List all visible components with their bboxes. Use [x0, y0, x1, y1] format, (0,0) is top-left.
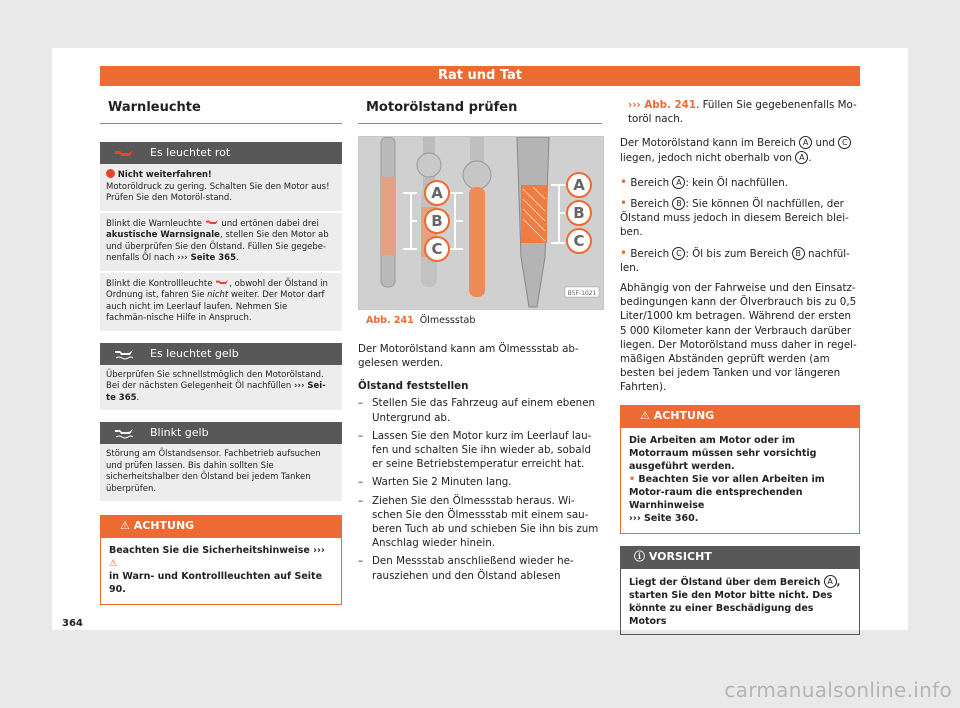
warning-triangle-icon: ⚠	[120, 519, 130, 532]
yellow-lamp-heading: Es leuchtet gelb	[100, 343, 342, 365]
dipstick-figure	[358, 136, 604, 310]
figure-241-link[interactable]: ››› Abb. 241	[628, 99, 697, 111]
bullet-item: • Bereich B : Sie können Öl nachfüllen, der Ölstand muss jedoch in diesem Bereich blei-ben.	[620, 196, 849, 239]
figure-label-b: B	[573, 204, 585, 222]
oil-level-icon	[114, 348, 134, 360]
step-item: – Warten Sie 2 Minuten lang.	[358, 475, 602, 489]
page-365-link[interactable]: ››› Seite 365	[177, 253, 236, 263]
subheading: Ölstand feststellen	[358, 380, 469, 393]
bullet-item: • Bereich A : kein Öl nachfüllen.	[620, 174, 789, 189]
step-list	[358, 396, 602, 582]
figure-label-c: C	[431, 240, 443, 258]
figure-label-a: A	[573, 176, 585, 194]
bullet-item: • Bereich C : Öl bis zum Bereich B nachfül-len.	[620, 245, 850, 274]
red-lamp-control: Blinkt die Kontrollleuchte , obwohl der Ölstand in Ordnung ist, fahren Sie nicht weiter. Der Motor darf auch nicht im Leerlauf laufen. Nehmen Sie fachmän-nische Hilfe in Anspruch.	[100, 273, 342, 331]
warning-triangle-icon: ⚠	[109, 558, 118, 569]
step-item: – Den Messstab anschließend wieder he-rausziehen und den Ölstand ablesen	[358, 554, 602, 582]
page-360-link[interactable]: ››› Seite 360.	[629, 512, 699, 524]
watermark: carmanualsonline.info	[724, 678, 952, 702]
warnleuchte-title: Warnleuchte	[100, 98, 342, 124]
step-item: – Ziehen Sie den Ölmessstab heraus. Wi-schen Sie den Ölmessstab mit einem sau-beren Tuch ab und schieben Sie ihn bis zum Anschlag wieder hinein.	[358, 494, 602, 551]
red-lamp-heading: Es leuchtet rot	[100, 142, 342, 164]
caution-heading: ⓘ VORSICHT	[620, 546, 860, 568]
oil-level-icon	[114, 427, 134, 439]
oil-can-red-icon	[215, 278, 229, 286]
yellow-lamp-text: Überprüfen Sie schnellstmöglich den Motorölstand. Bei der nächsten Gelegenheit Öl nachfüllen ››› Sei-te 365.	[100, 365, 342, 411]
continuation-text: ››› Abb. 241. Füllen Sie gegebenenfalls Mo-toröl nach.	[628, 99, 857, 126]
figure-code: B5F-1021	[567, 290, 597, 297]
page-number: 364	[62, 618, 83, 629]
warning-heading: ⚠ ACHTUNG	[100, 515, 342, 537]
figure-label-c: C	[573, 232, 585, 250]
oil-check-column	[358, 98, 602, 587]
range-text: Der Motorölstand kann im Bereich A und C liegen, jedoch nicht oberhalb von A .	[620, 136, 860, 164]
red-lamp-blink: Blinkt die Warnleuchte und ertönen dabei drei akustische Warnsignale, stellen Sie den Motor ab und überprüfen Sie den Ölstand. Füllen Sie gegebe-nenfalls Öl nach ››› Seite 365.	[100, 213, 342, 271]
stop-icon	[106, 169, 115, 178]
oil-check-title: Motorölstand prüfen	[358, 98, 602, 124]
figure-label-b: B	[431, 212, 443, 230]
warnleuchte-column	[100, 98, 342, 605]
intro-text: Der Motorölstand kann am Ölmessstab ab-gelesen werden.	[358, 343, 579, 370]
dipstick-illustration	[359, 137, 603, 309]
warning-box: Die Arbeiten am Motor oder im Motorraum müssen sehr vorsichtig ausgeführt werden. • Beachten Sie vor allen Arbeiten im Motor-raum die entsprechenden Warnhinweise ››› Seite 360.	[620, 427, 860, 534]
red-lamp-stop: Nicht weiterfahren! Motoröldruck zu gering. Schalten Sie den Motor aus! Prüfen Sie den Motoröl-stand.	[100, 164, 342, 211]
step-item: – Stellen Sie das Fahrzeug auf einem ebenen Untergrund ab.	[358, 396, 602, 424]
step-item: – Lassen Sie den Motor kurz im Leerlauf lau-fen und schalten Sie ihn wieder ab, sobald er seine Betriebstemperatur erreicht hat.	[358, 429, 602, 472]
info-circle-icon: ⓘ	[634, 549, 645, 563]
oil-can-red-icon	[114, 147, 134, 159]
warning-box: Beachten Sie die Sicherheitshinweise ››› ⚠ in Warn- und Kontrollleuchten auf Seite 90.	[100, 537, 342, 605]
figure-caption: Abb. 241 Ölmessstab	[366, 315, 476, 326]
right-column	[620, 98, 860, 635]
warning-triangle-icon: ⚠	[640, 408, 650, 422]
warning-heading: ⚠ ACHTUNG	[620, 405, 860, 427]
blink-lamp-text: Störung am Ölstandsensor. Fachbetrieb aufsuchen und prüfen lassen. Bis dahin sollten Sie sicherheitshalber den Ölstand bei jedem Tanken überprüfen.	[100, 444, 342, 501]
page-365-link[interactable]: ››› Sei-te 365	[106, 381, 326, 403]
caution-box: Liegt der Ölstand über dem Bereich A , starten Sie den Motor bitte nicht. Des könnte zu einer Beschädigung des Motors	[620, 568, 860, 635]
figure-label-a: A	[431, 184, 443, 202]
consumption-text: Abhängig von der Fahrweise und den Einsatz-bedingungen kann der Ölverbrauch bis zu 0,5 Liter/1000 km betragen. Während der ersten 5 000 Kilometer kann der Verbrauch darüber liegen. Der Motorölstand muss daher in regel-mäßigen Abständen geprüft werden (am besten bei jedem Tanken und vor längeren Fahrten).	[620, 282, 857, 394]
oil-can-red-icon	[205, 218, 219, 226]
blink-lamp-heading: Blinkt gelb	[100, 422, 342, 444]
section-header: Rat und Tat	[100, 66, 860, 86]
